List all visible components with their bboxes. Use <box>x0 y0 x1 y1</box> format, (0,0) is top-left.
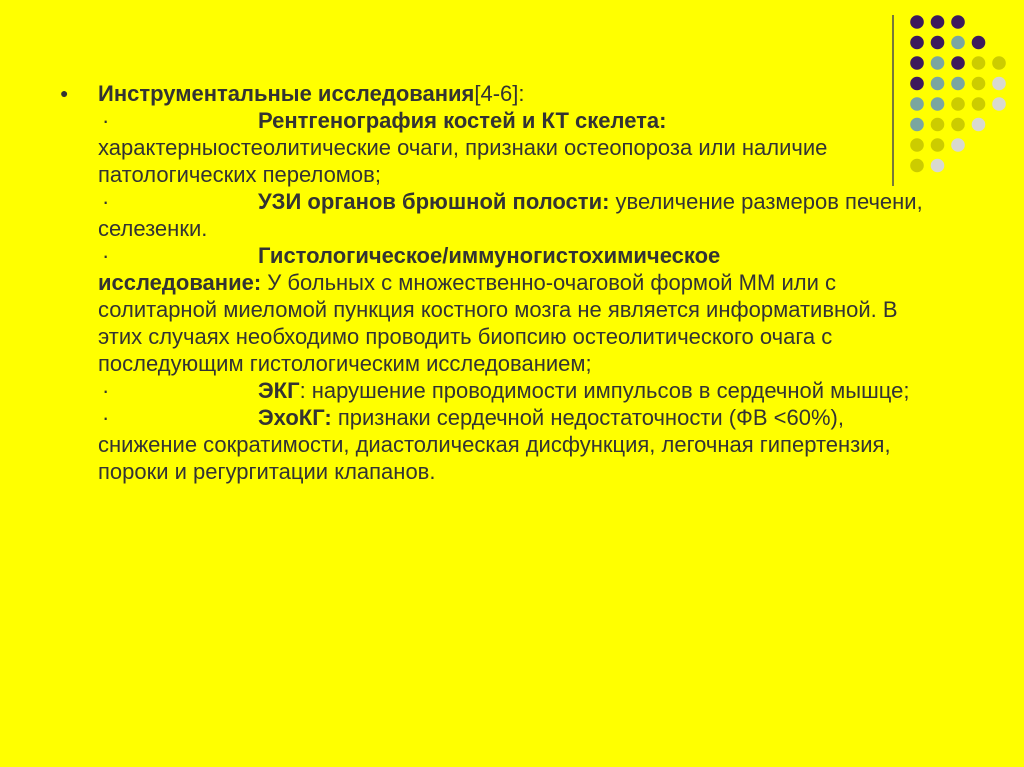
heading-line <box>98 80 943 107</box>
decorative-dot <box>951 15 965 29</box>
section-body: увеличение размеров печени, селезенки. <box>98 189 923 241</box>
bullet-text <box>98 80 943 485</box>
section-histology <box>98 242 943 377</box>
section-title-line1: Гистологическое/иммуногистохимическое <box>258 243 721 268</box>
section-title: ЭКГ <box>258 378 300 403</box>
decorative-dot <box>951 77 965 91</box>
decorative-dot <box>972 36 986 50</box>
section-title-line2: исследование: <box>98 270 262 295</box>
section-body: У больных с множественно-очаговой формой ММ или с солитарной миеломой пункция костного мозга не является информативной. В этих случаях необходимо проводить биопсию остеолитического очага с последующим гистологическим исследованием; <box>98 270 898 376</box>
heading: Инструментальные исследования <box>98 81 475 106</box>
decorative-dot <box>972 56 986 70</box>
decorative-dot <box>972 77 986 91</box>
section-marker: · <box>102 108 110 133</box>
decorative-dot <box>951 118 965 132</box>
decorative-dot <box>931 36 945 50</box>
decorative-dot <box>972 97 986 111</box>
section-ultrasound <box>98 188 943 242</box>
section-body: : нарушение проводимости импульсов в сердечной мышце; <box>299 378 910 403</box>
decorative-dot <box>951 56 965 70</box>
slide-content <box>60 80 940 485</box>
section-ecg <box>98 377 943 404</box>
decorative-dot <box>992 77 1006 91</box>
decorative-dot <box>931 15 945 29</box>
heading-ref: [4-6]: <box>474 81 525 106</box>
decorative-dot <box>951 97 965 111</box>
decorative-dot <box>910 56 924 70</box>
section-marker: · <box>102 243 110 268</box>
decorative-dot <box>992 56 1006 70</box>
section-body: признаки сердечной недостаточности (ФВ <60%), снижение сократимости, диастолическая дисфункция, легочная гипертензия, пороки и регургитации клапанов. <box>98 405 891 484</box>
section-echo <box>98 404 943 485</box>
section-marker: · <box>102 378 110 403</box>
bullet-icon: ● <box>60 85 69 101</box>
section-xray <box>98 107 943 188</box>
section-title: ЭхоКГ: <box>258 405 332 430</box>
section-marker: · <box>102 405 110 430</box>
section-marker: · <box>102 189 110 214</box>
decorative-dot <box>972 118 986 132</box>
decorative-dot <box>951 36 965 50</box>
decorative-dot <box>992 97 1006 111</box>
decorative-dot <box>931 56 945 70</box>
section-body: характерныостеолитические очаги, признаки остеопороза или наличие патологических переломов; <box>98 135 828 187</box>
decorative-dot <box>910 15 924 29</box>
section-title: УЗИ органов брюшной полости: <box>258 189 610 214</box>
decorative-dot <box>910 36 924 50</box>
section-title: Рентгенография костей и КТ скелета: <box>258 108 667 133</box>
decorative-dot <box>951 138 965 152</box>
